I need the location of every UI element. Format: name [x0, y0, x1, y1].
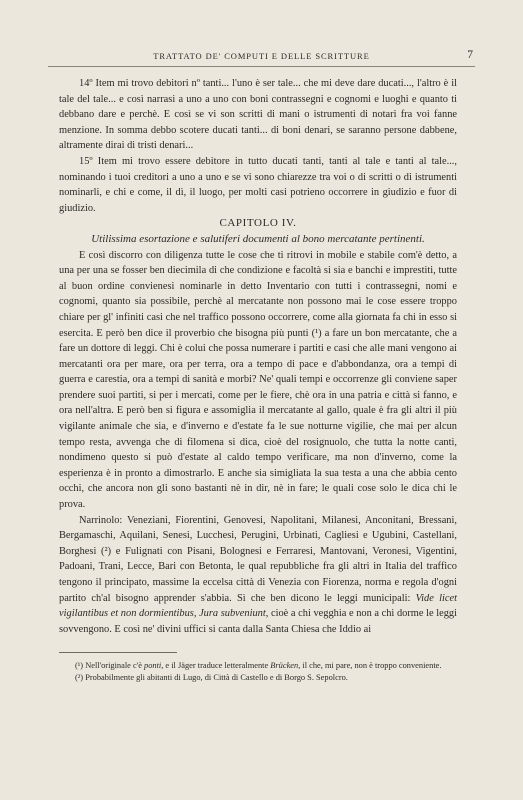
footnotes [59, 660, 457, 683]
paragraph-item-14: 14º Item mi trovo debitori nº tanti... l'uno è ser tale... che mi deve dare ducati..., l'altro è il tale del tale... e così narrasi a uno a uno con boni contrassegni e cognomi e luoghi e quanto ti debbano dare e perchè. E così se vi son scritti di mani o istrumenti di notari fra voi fanne menzione. In somma debbo scotere ducati tanti... di boni denari, se saranno persone dabbene, altramente dirai di tristi denari... [59, 78, 457, 152]
paragraph-last [59, 513, 457, 638]
footnote-1-italic-b: Brücken [270, 661, 299, 670]
paragraph-main-part1: E così discorro con diligenza tutte le cose che ti ritrovi in mobile e stabile com'è detto, a una per una se fosser ben diecimila di che condizione e facoltà si sia e banchi e imprestiti, tutte al buon ordine convienesi nominarle in detto Inventario con tutti i contrassegni, nomi e cognomi, quanto sia possibile, perchè al mercatante non possono mai le cose essere troppo chiare per gl' infiniti casi che nel traffico possono occorrere, come alla giornata fa chi in esso si esercita. E però ben dice il proverbio che bisogna più punti [59, 249, 457, 339]
footnote-divider [59, 652, 177, 653]
paragraph-main-part2: a fare un bon mercatante, che a fare un dottore di leggi. Chi è colui che possa numerare i partiti e casi che alle mani vengono ai mercatanti ora per mare, ora per terra, ora a tempo di pace e d'abbondanza, ora a tempi di guerra e carestia, ora a tempi di sanità e morbi? Ne' quali tempi e occorrenze gli conviene saper prendere suoi partiti, si per i mercati, come per le fiere, chè ora in una patria e città si fanno, e ora nell'altra. E però ben si figura e assomiglia il mercatante al gallo, quale è fra gli altri il più vigilante animale che sia, e d'inverno e d'estate fa le sue notturne vigilie, che mai per alcun tempo resta, avvenga che di filomena si dica, cioè del rosignuolo, che tutta la notte canti, nondimeno questo si può d'estate al caldo tempo verificare, ma non d'inverno, come la esperienza è in pronto a dimostrarlo. E anche sia simigliata la sua testa a una che abbia cento occhi, che ancora non gli sono bastanti nè in dir, nè in fare; le quali cose solo le dica chi le prova. [59, 327, 457, 511]
running-title: TRATTATO DE' COMPUTI E DELLE SCRITTURE [153, 51, 370, 61]
footnote-2-text: Probabilmente gli abitanti di Lugo, di Città di Castello e di Borgo S. Sepolcro. [83, 672, 348, 682]
chapter-title: CAPITOLO IV. [219, 217, 297, 230]
footnote-2 [59, 672, 457, 684]
paragraph-item-15: 15º Item mi trovo essere debitore in tutto ducati tanti, tanti al tale e tanti al tale..., nominando i tuoi creditori a uno a uno e se vi sono chiarezze tra voi o di scritti o di istrumenti nominarli, e chi e come, il dì, il luogo, per molti casi potrieno occorrere in giudizio e fuor di giudizio. [59, 155, 457, 214]
footnote-1-text-b: , e il Jäger traduce letteralmente [161, 661, 271, 670]
paragraph-last-part3: cioè a chi vegghia e non a chi dorme le leggi sovvengono. E così ne' divini uffici si canta dalla Santa Chiesa che Iddio ai [59, 608, 457, 635]
footnote-1-italic-a: ponti [144, 661, 162, 670]
body-text [59, 76, 457, 637]
page-header [48, 50, 475, 67]
footnote-1 [59, 660, 457, 672]
chapter-subtitle: Utilissima esortazione e salutiferi documenti al bono mercatante pertinenti. [91, 232, 425, 245]
footnote-1-marker: (¹) [75, 661, 84, 670]
footnote-ref-2: (²) [101, 545, 112, 557]
page-number: 7 [467, 49, 473, 61]
footnote-2-marker: (²) [75, 672, 84, 682]
paragraph-last-part2: e Fulignati con Pisani, Bolognesi e Ferraresi, Mantovani, Veronesi, Vigentini, Padoani, Trani, Lecce, Bari con Betonta, le qual repubbliche fra gli altri in Italia del traffico tengono il principato, massime la eccelsa città di Venezia con Fiorenza, norma e regola d'ogni partito ch'al bisogno apprender s'abbia. Sì che ben dicono le leggi municipali: [59, 545, 457, 604]
paragraph-last-part1: Narrinolo: Veneziani, Fiorentini, Genovesi, Napolitani, Milanesi, Anconitani, Bressani, Bergamaschi, Aquilani, Senesi, Lucchesi, Perugini, Urbinati, Cagliesi e Ugubini, Castellani, Borghesi [59, 514, 457, 557]
latin-quote: Vide licet vigilantibus et non dormientibus, Jura subveniunt, [59, 592, 457, 620]
footnote-1-text-a: Nell'originale c'è [83, 661, 145, 670]
footnote-ref-1: (¹) [311, 327, 322, 339]
paragraph-main [59, 248, 457, 513]
footnote-1-text-c: , il che, mi pare, non è troppo conveniente. [298, 661, 442, 670]
